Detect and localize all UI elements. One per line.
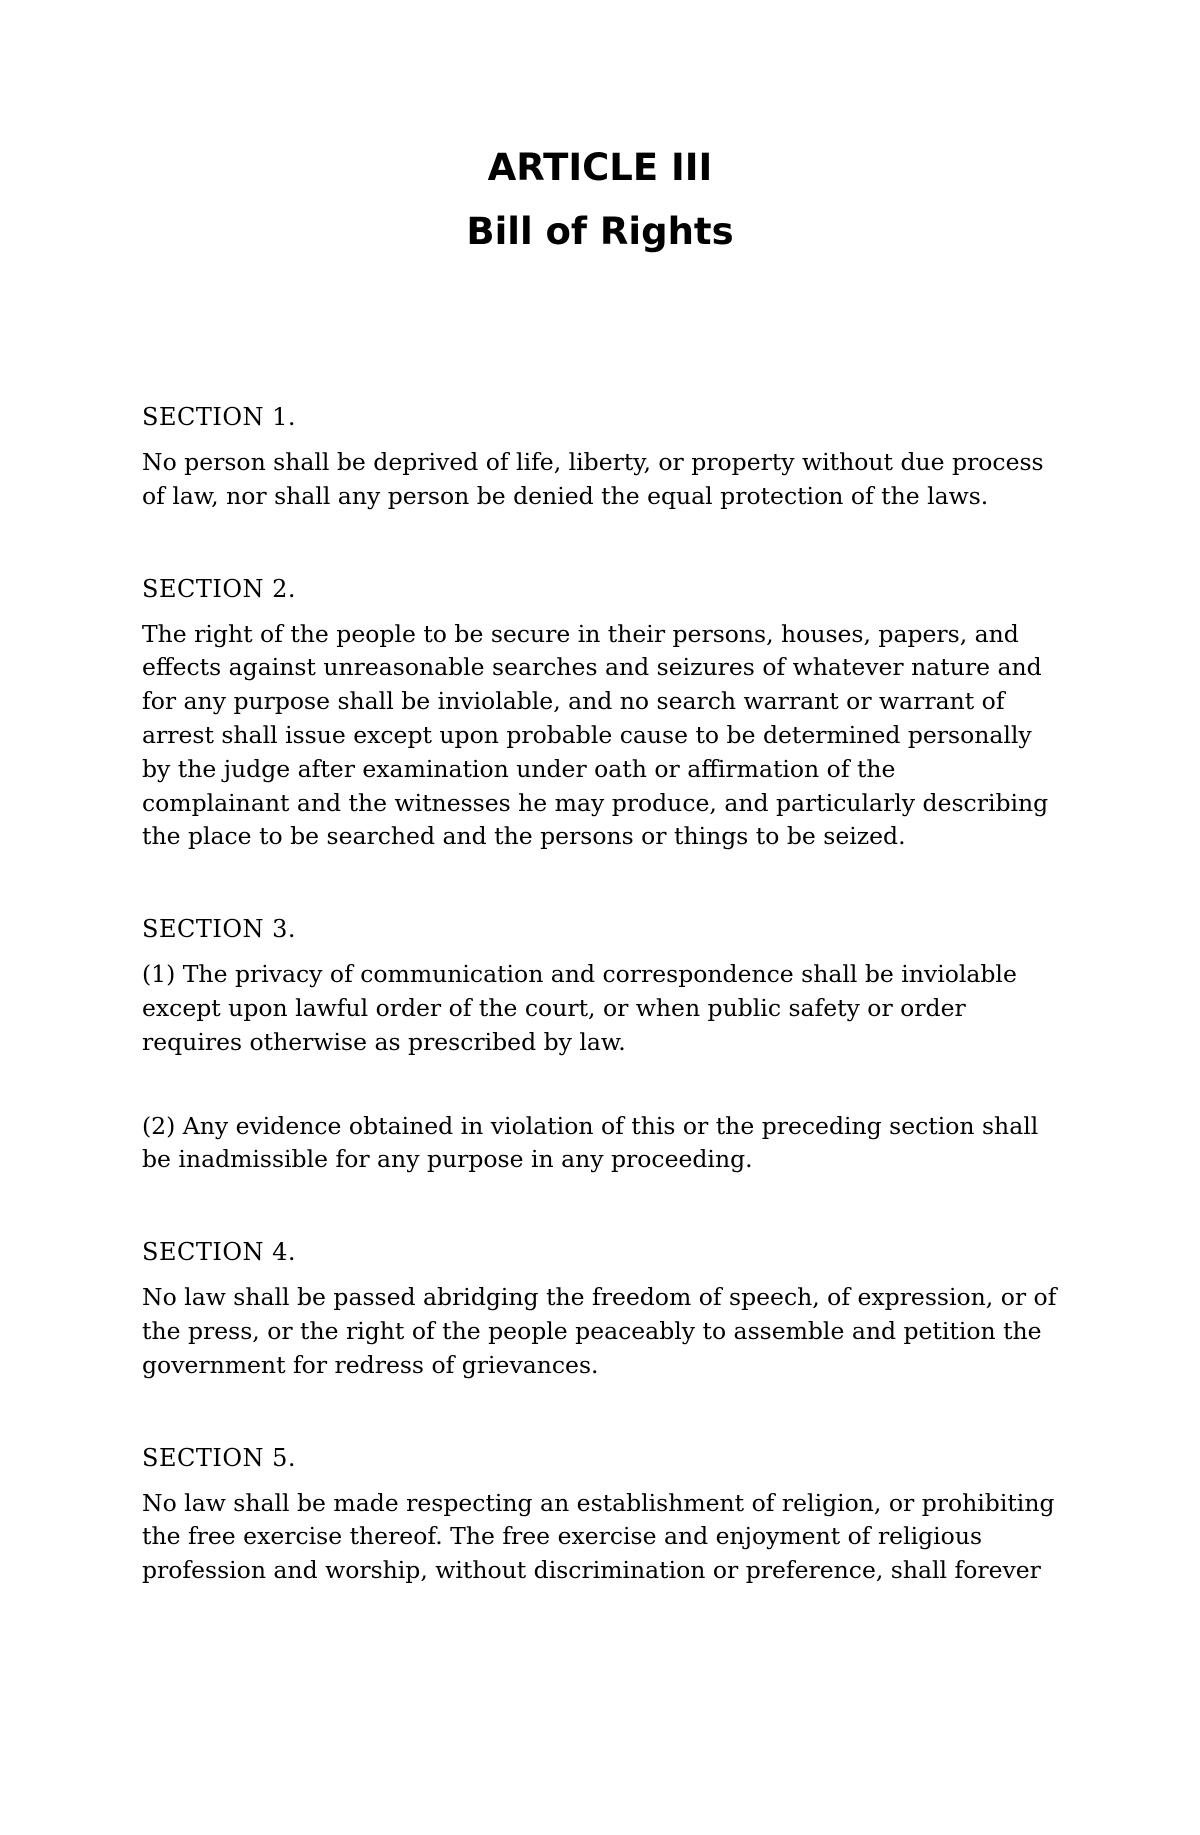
section-heading: SECTION 5. [142,1443,297,1472]
section-paragraph: No law shall be made respecting an establishment of religion, or prohibiting the free exercise thereof. The free exercise and enjoyment of religious profession and worship, without discrimination or preference, shall forever [142,1488,1055,1585]
section-heading: SECTION 2. [142,574,297,603]
section-paragraph: No law shall be passed abridging the freedom of speech, of expression, or of the press, or the right of the people peaceably to assemble and petition the government for redress of grievances. [142,1283,1057,1379]
section-1 [142,400,1062,514]
document-body [142,400,1062,1588]
section-paragraph: The right of the people to be secure in their persons, houses, papers, and effects against unreasonable searches and seizures of whatever nature and for any purpose shall be inviolable, and no search warrant or warrant of arrest shall issue except upon probable cause to be determined personally by the judge after examination under oath or affirmation of the complainant and the witnesses he may produce, and particularly describing the place to be searched and the persons or things to be seized. [142,619,1049,851]
section-heading: SECTION 1. [142,403,297,431]
section-5 [142,1441,1062,1588]
section-2 [142,572,1062,855]
article-subtitle: Bill of Rights [466,210,734,253]
section-3 [142,912,1062,1177]
article-title: ARTICLE III [487,146,713,189]
section-heading: SECTION 4. [142,1238,297,1267]
section-paragraph: (2) Any evidence obtained in violation of this or the preceding section shall be inadmissible for any purpose in any proceeding. [142,1111,1039,1174]
section-4 [142,1235,1062,1382]
section-paragraph: No person shall be deprived of life, liberty, or property without due process of law, nor shall any person be denied the equal protection of the laws. [142,448,1044,510]
document-header [0,138,1200,262]
section-heading: SECTION 3. [142,915,297,944]
section-paragraph: (1) The privacy of communication and correspondence shall be inviolable except upon lawful order of the court, or when public safety or order requires otherwise as prescribed by law. [142,960,1017,1056]
